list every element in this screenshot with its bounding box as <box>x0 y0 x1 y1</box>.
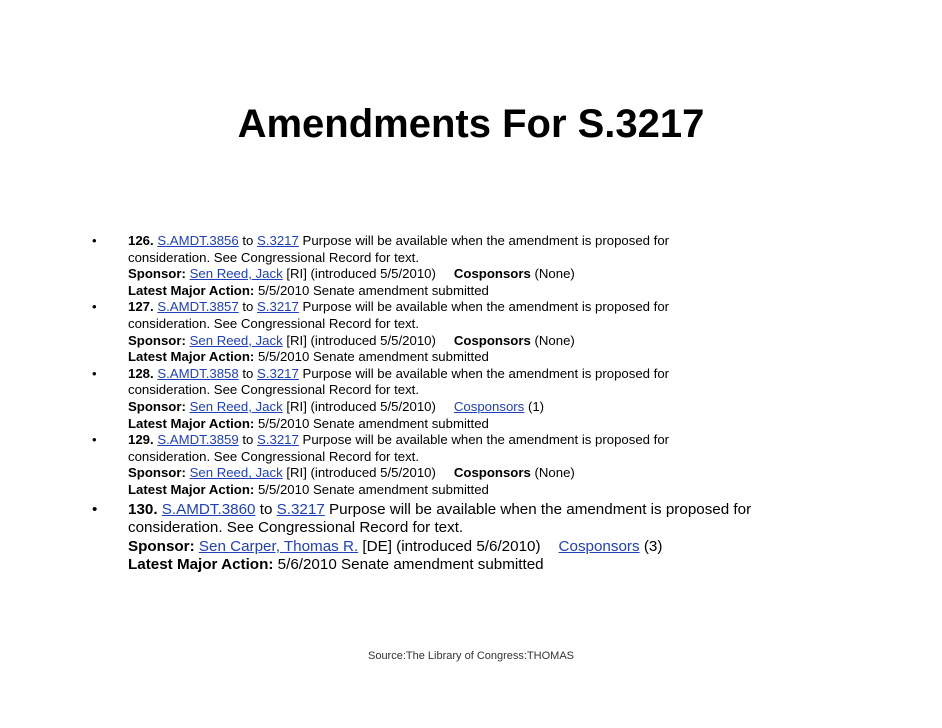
bill-link[interactable]: S.3217 <box>257 233 299 248</box>
latest-action-line <box>128 482 812 499</box>
list-item <box>92 366 812 432</box>
latest-action-text: 5/5/2010 Senate amendment submitted <box>257 282 489 298</box>
list-item <box>92 299 812 365</box>
purpose-text-continued: consideration. See Congressional Record for text. <box>128 382 420 398</box>
to-label: to <box>259 500 273 518</box>
latest-action-label: Latest Major Action: <box>128 282 255 298</box>
amendment-link[interactable]: S.AMDT.3859 <box>157 432 239 448</box>
latest-action-text: 5/6/2010 Senate amendment submitted <box>277 556 544 574</box>
amendment-heading-line <box>128 501 812 520</box>
to-label: to <box>242 233 254 248</box>
amendment-number: 130. <box>128 500 158 518</box>
latest-action-line <box>128 283 812 300</box>
sponsor-link[interactable]: Sen Reed, Jack <box>189 398 283 414</box>
source-caption: Source:The Library of Congress:THOMAS <box>367 650 575 662</box>
amendment-heading-line <box>128 299 812 316</box>
amendment-number: 126. <box>128 233 154 248</box>
bullet-icon: • <box>92 299 97 315</box>
sponsor-line <box>128 399 812 416</box>
sponsor-line <box>128 266 812 283</box>
bullet-icon: • <box>92 500 98 518</box>
amendment-link[interactable]: S.AMDT.3856 <box>157 233 239 248</box>
latest-action-text: 5/5/2010 Senate amendment submitted <box>257 349 489 365</box>
cosponsors-count: (None) <box>534 266 575 282</box>
purpose-text-continued: consideration. See Congressional Record for text. <box>128 249 420 265</box>
sponsor-link[interactable]: Sen Reed, Jack <box>189 465 283 481</box>
sponsor-label: Sponsor: <box>128 465 186 481</box>
purpose-text-continued: consideration. See Congressional Record for text. <box>128 315 420 331</box>
sponsor-label: Sponsor: <box>128 266 186 282</box>
cosponsors-label: Cosponsors <box>453 266 531 282</box>
amendment-link[interactable]: S.AMDT.3857 <box>157 299 239 315</box>
latest-action-line <box>128 416 812 433</box>
bill-link[interactable]: S.3217 <box>257 299 299 315</box>
sponsor-detail: [RI] (introduced 5/5/2010) <box>286 332 436 348</box>
purpose-text: Purpose will be available when the amendment is proposed for <box>329 500 752 518</box>
sponsor-line <box>128 465 812 482</box>
to-label: to <box>242 299 254 315</box>
sponsor-label: Sponsor: <box>128 398 186 414</box>
cosponsors-label: Cosponsors <box>453 465 531 481</box>
purpose-text-continued: consideration. See Congressional Record for text. <box>128 448 420 464</box>
cosponsors-label: Cosponsors <box>453 332 531 348</box>
sponsor-label: Sponsor: <box>128 332 186 348</box>
amendment-heading-line <box>128 366 812 383</box>
page-title: Amendments For S.3217 <box>237 102 705 146</box>
purpose-text: Purpose will be available when the amendment is proposed for <box>302 365 670 381</box>
sponsor-line <box>128 333 812 350</box>
latest-action-label: Latest Major Action: <box>128 481 255 497</box>
amendment-number: 129. <box>128 432 154 448</box>
sponsor-link[interactable]: Sen Reed, Jack <box>189 332 283 348</box>
sponsor-detail: [RI] (introduced 5/5/2010) <box>286 266 436 282</box>
amendment-link[interactable]: S.AMDT.3858 <box>157 365 239 381</box>
list-item <box>92 501 812 575</box>
amendment-number: 127. <box>128 299 154 315</box>
bill-link[interactable]: S.3217 <box>257 365 299 381</box>
amendment-list <box>92 233 812 575</box>
bill-link[interactable]: S.3217 <box>257 432 299 448</box>
sponsor-detail: [RI] (introduced 5/5/2010) <box>286 465 436 481</box>
amendment-heading-line <box>128 233 812 250</box>
bill-link[interactable]: S.3217 <box>276 500 325 518</box>
latest-action-label: Latest Major Action: <box>128 556 274 574</box>
bullet-icon: • <box>92 432 97 448</box>
list-item <box>92 432 812 498</box>
cosponsors-link[interactable]: Cosponsors <box>558 537 640 555</box>
cosponsors-count: (None) <box>534 332 575 348</box>
latest-action-label: Latest Major Action: <box>128 349 255 365</box>
purpose-text: Purpose will be available when the amendment is proposed for <box>302 233 670 248</box>
amendment-link[interactable]: S.AMDT.3860 <box>161 500 256 518</box>
latest-action-line <box>128 556 812 575</box>
cosponsors-link[interactable]: Cosponsors <box>453 398 525 414</box>
purpose-text-continued: consideration. See Congressional Record for text. <box>128 519 464 537</box>
latest-action-label: Latest Major Action: <box>128 415 255 431</box>
sponsor-label: Sponsor: <box>128 537 195 555</box>
cosponsors-count: (1) <box>527 398 545 414</box>
sponsor-detail: [RI] (introduced 5/5/2010) <box>286 398 436 414</box>
list-item <box>92 233 812 299</box>
latest-action-text: 5/5/2010 Senate amendment submitted <box>257 415 489 431</box>
sponsor-detail: [DE] (introduced 5/6/2010) <box>362 537 541 555</box>
purpose-text: Purpose will be available when the amendment is proposed for <box>302 299 670 315</box>
amendment-heading-line <box>128 432 812 449</box>
to-label: to <box>242 365 254 381</box>
bullet-icon: • <box>92 233 97 248</box>
sponsor-link[interactable]: Sen Carper, Thomas R. <box>198 537 359 555</box>
latest-action-text: 5/5/2010 Senate amendment submitted <box>257 481 489 497</box>
bullet-icon: • <box>92 365 97 381</box>
cosponsors-count: (3) <box>643 537 663 555</box>
cosponsors-count: (None) <box>534 465 575 481</box>
amendment-number: 128. <box>128 365 154 381</box>
latest-action-line <box>128 349 812 366</box>
sponsor-link[interactable]: Sen Reed, Jack <box>189 266 283 282</box>
to-label: to <box>242 432 254 448</box>
purpose-text: Purpose will be available when the amendment is proposed for <box>302 432 670 448</box>
sponsor-line <box>128 538 812 557</box>
